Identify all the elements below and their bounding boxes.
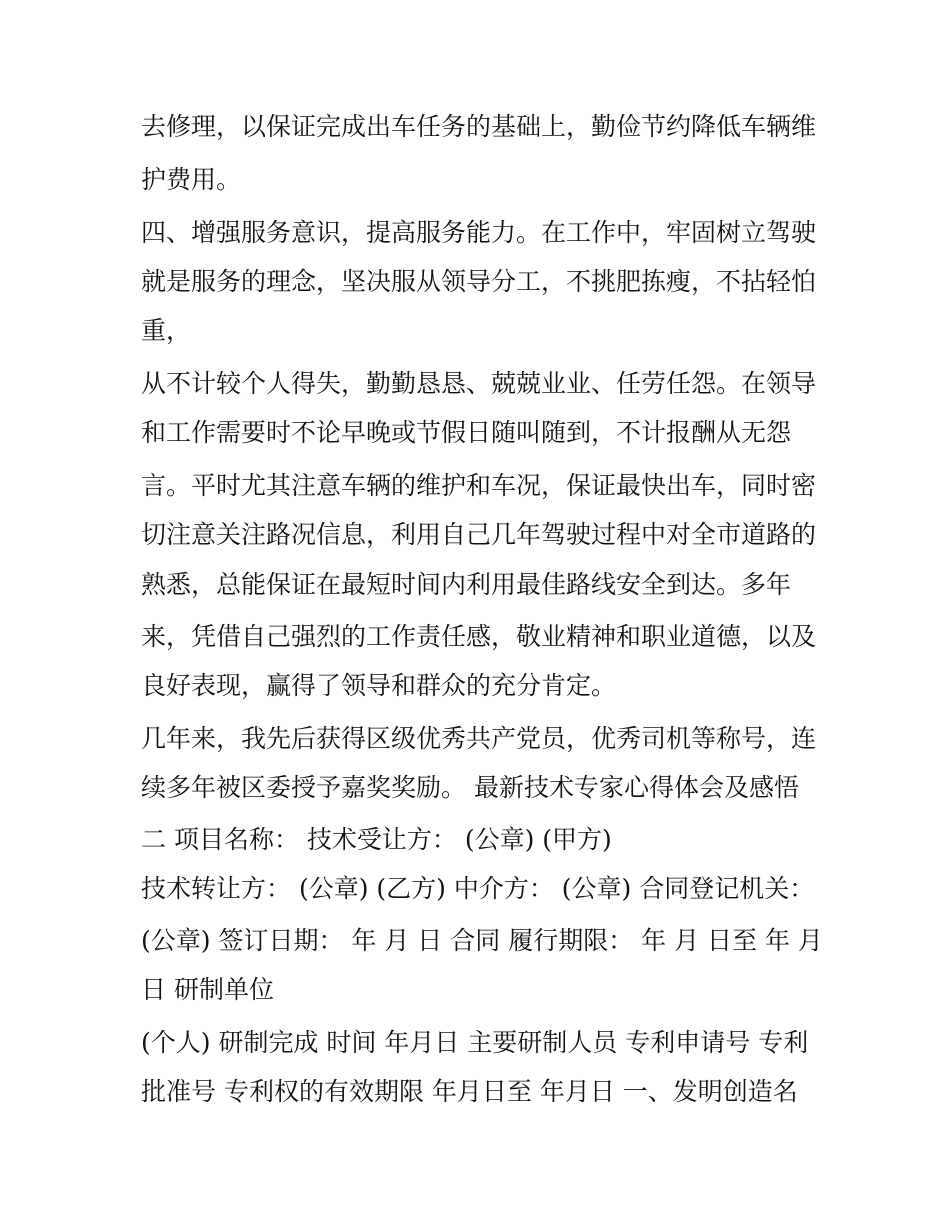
text-line: 就是服务的理念，坚决服从领导分工，不挑肥拣瘦，不拈轻怕 — [141, 267, 817, 296]
text-line: 从不计较个人得失，勤勤恳恳、兢兢业业、任劳任怨。在领导 — [141, 369, 817, 398]
text-line: 技术转让方： (公章) (乙方) 中介方： (公章) 合同登记机关： — [141, 874, 815, 903]
text-line: 切注意关注路况信息，利用自己几年驾驶过程中对全市道路的 — [141, 520, 817, 549]
text-line: 和工作需要时不论早晚或节假日随叫随到，不计报酬从无怨 — [141, 418, 792, 447]
text-line: 二 项目名称： 技术受让方： (公章) (甲方) — [141, 825, 612, 854]
text-line: (公章) 签订日期： 年 月 日 合同 履行期限： 年 月 日至 年 月 — [141, 926, 823, 955]
text-line: 日 研制单位 — [141, 975, 274, 1004]
text-line: 护费用。 — [141, 165, 242, 194]
text-line: 言。平时尤其注意车辆的维护和车况，保证最快出车，同时密 — [141, 471, 817, 500]
text-line: (个人) 研制完成 时间 年月日 主要研制人员 专利申请号 专利 — [141, 1028, 809, 1057]
text-line: 熟悉，总能保证在最短时间内利用最佳路线安全到达。多年 — [141, 570, 792, 599]
text-line: 来，凭借自己强烈的工作责任感，敬业精神和职业道德，以及 — [141, 622, 817, 651]
text-line: 批准号 专利权的有效期限 年月日至 年月日 一、发明创造名 — [141, 1077, 798, 1106]
text-line: 良好表现，赢得了领导和群众的充分肯定。 — [141, 671, 617, 700]
text-line: 重， — [141, 316, 192, 345]
text-line: 几年来，我先后获得区级优秀共产党员，优秀司机等称号，连 — [141, 724, 817, 753]
text-line: 续多年被区委授予嘉奖奖励。 最新技术专家心得体会及感悟 — [141, 773, 799, 802]
text-line: 去修理，以保证完成出车任务的基础上，勤俭节约降低车辆维 — [141, 112, 817, 141]
text-line: 四、增强服务意识，提高服务能力。在工作中，牢固树立驾驶 — [141, 218, 817, 247]
